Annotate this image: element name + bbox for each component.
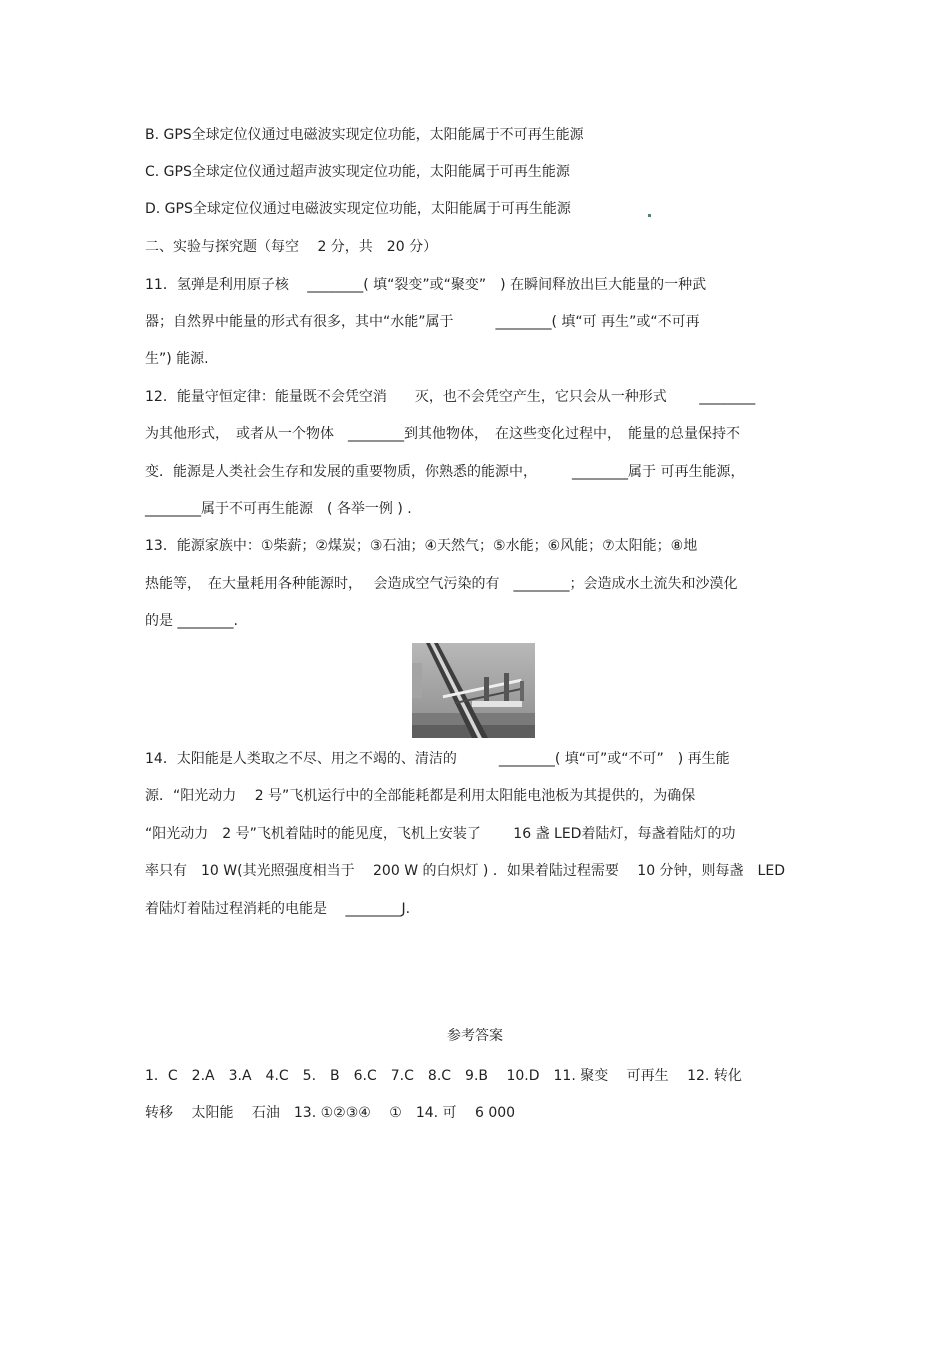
solar-plane-image xyxy=(412,643,535,738)
q11-line-1: 11．氢弹是利用原子核 ________( 填“裂变”或“聚变” ) 在瞬间释放出巨大能量的一种武 xyxy=(145,277,707,293)
answers-line-2: 转移 太阳能 石油 13. ①②③④ ① 14. 可 6 000 xyxy=(145,1105,516,1121)
q12-line-4: ________属于不可再生能源 ( 各举一例 ) . xyxy=(145,501,412,517)
section2-heading: 二、实验与探究题（每空 2 分，共 20 分） xyxy=(145,239,438,255)
q13-line-2: 热能等， 在大量耗用各种能源时， 会造成空气污染的有 ________；会造成水土流失和沙漠化 xyxy=(145,576,738,592)
q14-line-5: 着陆灯着陆过程消耗的电能是 ________J. xyxy=(145,901,411,917)
q12-line-1: 12．能量守恒定律：能量既不会凭空消 灭，也不会凭空产生，它只会从一种形式 ________ xyxy=(145,389,756,405)
q13-line-1: 13．能源家族中：①柴薪；②煤炭；③石油；④天然气；⑤水能；⑥风能；⑦太阳能；⑧地 xyxy=(145,538,698,554)
q10-option-d: D. GPS全球定位仪通过电磁波实现定位功能，太阳能属于可再生能源 xyxy=(145,201,571,217)
q10-option-b: B. GPS全球定位仪通过电磁波实现定位功能，太阳能属于不可再生能源 xyxy=(145,127,584,143)
q14-line-1: 14．太阳能是人类取之不尽、用之不竭的、清洁的 ________( 填“可”或“不可” ) 再生能 xyxy=(145,751,730,767)
answers-line-1: 1．C 2.A 3.A 4.C 5. B 6.C 7.C 8.C 9.B 10.D 11. 聚变 可再生 12. 转化 xyxy=(145,1068,742,1084)
q13-line-3: 的是 ________. xyxy=(145,613,238,629)
q11-line-3: 生”) 能源. xyxy=(145,351,209,367)
q12-line-3: 变．能源是人类社会生存和发展的重要物质，你熟悉的能源中， ________属于 可再生能源， xyxy=(145,464,745,480)
answers-title: 参考答案 xyxy=(447,1028,503,1044)
speck-mark xyxy=(648,214,651,217)
q10-option-c: C. GPS全球定位仪通过超声波实现定位功能，太阳能属于可再生能源 xyxy=(145,164,570,180)
q14-line-4: 率只有 10 W(其光照强度相当于 200 W 的白炽灯 ) ．如果着陆过程需要 10 分钟，则每盏 LED xyxy=(145,863,785,879)
solar-plane-photo xyxy=(412,643,535,738)
q14-line-2: 源．“阳光动力 2 号”飞机运行中的全部能耗都是利用太阳能电池板为其提供的，为确保 xyxy=(145,788,696,804)
q11-line-2: 器；自然界中能量的形式有很多，其中“水能”属于 ________( 填“可 再生”或“不可再 xyxy=(145,314,700,330)
q12-line-2: 为其他形式， 或者从一个物体 ________到其他物体， 在这些变化过程中， 能量的总量保持不 xyxy=(145,426,740,442)
q14-line-3: “阳光动力 2 号”飞机着陆时的能见度，飞机上安装了 16 盏 LED着陆灯，每盏着陆灯的功 xyxy=(145,826,736,842)
